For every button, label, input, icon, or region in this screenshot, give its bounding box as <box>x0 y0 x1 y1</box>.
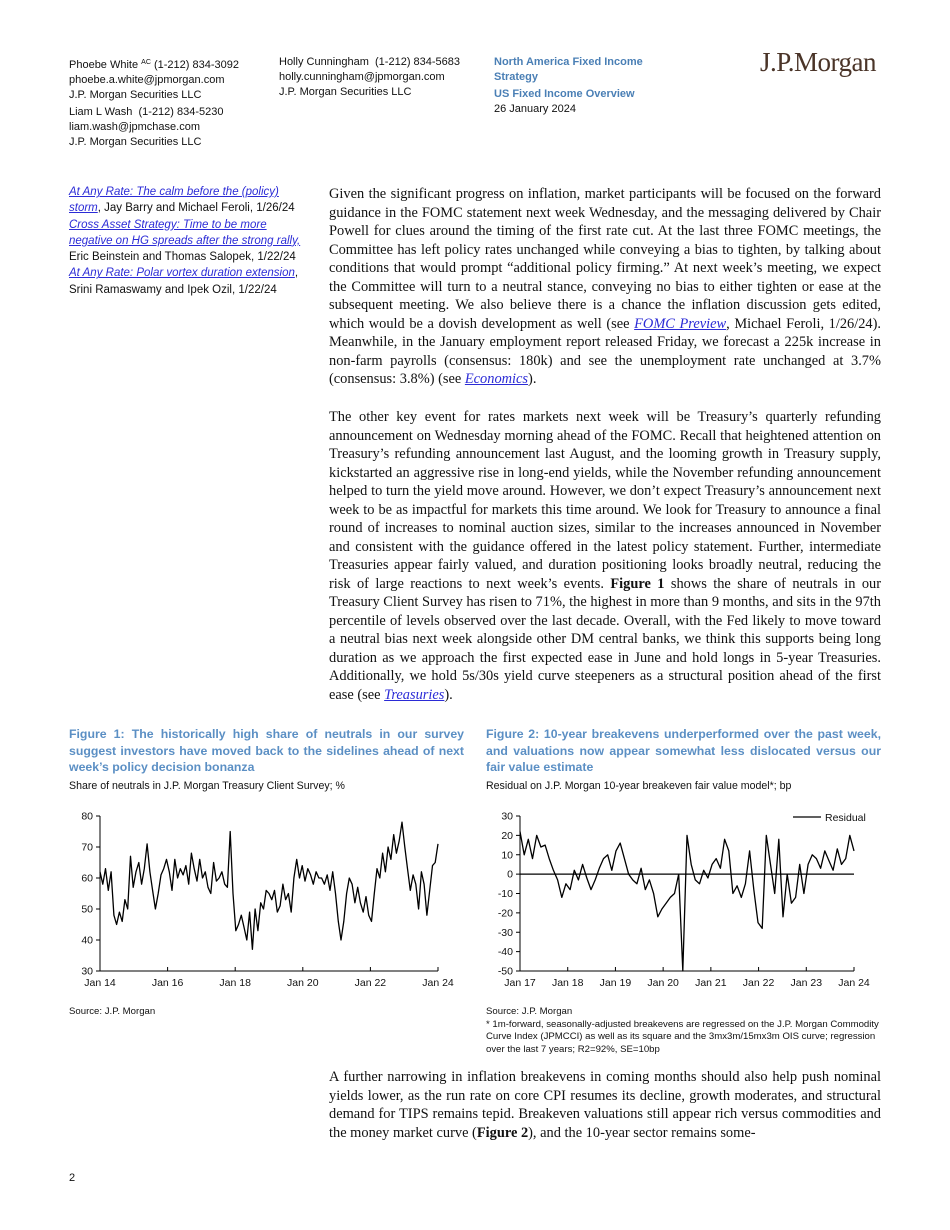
x-tick-label: Jan 21 <box>695 977 727 989</box>
figure-2-footnote: * 1m-forward, seasonally-adjusted breakevens are regressed on the J.P. Morgan Commodity Curve Index (JPMCCI) as well as its square and the 3mx3m/15mx3m OIS curve; regression over the last 7 years; R2=92%, SE=10bp <box>486 1018 879 1055</box>
figure-2-subtitle: Residual on J.P. Morgan 10-year breakeven fair value model*; bp <box>486 780 792 792</box>
paragraph-text: A further narrowing in inflation breakevens in coming months should also help push nominal yields lower, as the run rate on core CPI resumes its decline, growth moderates, and structural demand for TIPS remains tepid. Breakeven valuations still appear rich versus commodities and the money market curve ( <box>329 1069 881 1141</box>
y-tick-label: 0 <box>507 868 513 881</box>
x-tick-label: Jan 20 <box>647 977 679 989</box>
author-block-right <box>279 55 460 100</box>
figure-1-axes <box>81 811 454 990</box>
related-link[interactable]: At Any Rate: The calm before the (policy) storm <box>69 186 279 215</box>
author-2-email[interactable]: liam.wash@jpmchase.com <box>69 121 200 133</box>
y-tick-label: -30 <box>497 926 513 939</box>
division-title-cont: Strategy <box>494 71 539 83</box>
author-1-phone: (1-212) 834-3092 <box>153 59 239 71</box>
author-1-line <box>69 55 239 73</box>
figure-2-plot <box>483 805 893 995</box>
fomc-preview-link[interactable]: FOMC Preview <box>634 315 727 332</box>
body-paragraph-2 <box>329 408 881 704</box>
page-number: 2 <box>69 1172 76 1184</box>
economics-link[interactable]: Economics <box>464 371 529 387</box>
author-2-name: Liam L Wash <box>69 106 133 118</box>
report-date: 26 January 2024 <box>494 103 576 115</box>
paragraph-text: , Michael Feroli, 1/26/24). Meanwhile, in the January employment report released Friday, we forecast a 225k increase in non-farm payrolls (consensus: 180k) and see the unemployment rate unchanged at 3.7% (consensus: 3.8%) (see <box>329 315 881 387</box>
author-3-name: Holly Cunningham <box>279 56 369 68</box>
analyst-certification-mark: AC <box>141 59 151 66</box>
y-tick-label: 60 <box>81 872 93 885</box>
y-tick-label: 50 <box>81 903 93 916</box>
figure-1-chart <box>60 805 470 995</box>
related-item-meta: , Jay Barry and Michael Feroli, 1/26/24 <box>97 202 295 215</box>
paragraph-text: ). <box>528 371 537 387</box>
figure-reference: Figure 1 <box>610 575 665 592</box>
author-3-firm: J.P. Morgan Securities LLC <box>279 86 412 98</box>
x-tick-label: Jan 17 <box>504 977 536 989</box>
x-tick-label: Jan 22 <box>354 977 387 989</box>
y-tick-label: 30 <box>501 810 513 823</box>
figure-1-subtitle: Share of neutrals in J.P. Morgan Treasury Client Survey; % <box>69 780 345 792</box>
x-tick-label: Jan 22 <box>742 977 775 989</box>
figure-2-legend <box>793 812 866 824</box>
x-tick-label: Jan 23 <box>790 977 823 989</box>
figure-2-source-block <box>486 1006 886 1056</box>
related-item-meta: , Srini Ramaswamy and Ipek Ozil, 1/22/24 <box>69 267 299 296</box>
figure-2-series-line <box>520 832 854 972</box>
author-1-firm: J.P. Morgan Securities LLC <box>69 89 202 101</box>
x-tick-label: Jan 24 <box>838 977 870 989</box>
y-tick-label: 40 <box>81 934 93 947</box>
y-tick-label: 20 <box>501 829 513 842</box>
author-2-line <box>69 105 239 120</box>
y-tick-label: -40 <box>497 946 513 959</box>
figure-2-axes <box>498 811 870 990</box>
paragraph-text: ), and the 10-year sector remains some- <box>528 1124 756 1141</box>
document-meta <box>494 55 694 117</box>
y-tick-label: -10 <box>497 888 513 900</box>
figure-2-title: Figure 2: 10-year breakevens underperformed over the past week, and valuations now appear somewhat less dislocated versus our fair value estimate <box>486 727 881 774</box>
body-paragraph-3 <box>329 1068 881 1142</box>
related-item-meta: Eric Beinstein and Thomas Salopek, 1/22/24 <box>69 251 296 264</box>
paragraph-text: ). <box>444 686 453 703</box>
related-item <box>69 184 309 217</box>
x-tick-label: Jan 24 <box>422 977 454 989</box>
figure-2-chart <box>483 805 893 995</box>
x-tick-label: Jan 19 <box>599 977 632 989</box>
y-tick-label: -50 <box>497 965 513 978</box>
related-research-list <box>69 184 309 298</box>
y-tick-label: -20 <box>497 907 513 920</box>
x-tick-label: Jan 18 <box>551 977 584 989</box>
x-tick-label: Jan 18 <box>219 977 251 989</box>
figure-reference: Figure 2 <box>476 1124 529 1141</box>
x-tick-label: Jan 20 <box>287 977 319 989</box>
author-3-email[interactable]: holly.cunningham@jpmorgan.com <box>279 71 445 83</box>
author-2-phone: (1-212) 834-5230 <box>138 106 224 118</box>
related-link[interactable]: At Any Rate: Polar vortex duration extension <box>69 267 295 280</box>
figure-1-title: Figure 1: The historically high share of neutrals in our survey suggest investors have moved back to the sidelines ahead of next week’s policy decision bonanza <box>69 727 464 774</box>
author-3-line <box>279 55 460 70</box>
x-tick-label: Jan 14 <box>84 977 116 989</box>
legend-label: Residual <box>825 812 866 824</box>
report-title: US Fixed Income Overview <box>494 88 635 100</box>
jpmorgan-logo: J.P.Morgan <box>760 47 877 77</box>
x-tick-label: Jan 16 <box>151 977 184 989</box>
paragraph-text: Given the significant progress on inflation, market participants will be focused on the forward guidance in the FOMC statement next week Wednesday, and the messaging delivered by Chair Powell for clues around the timing of the first rate cut. At the last three FOMC meetings, the Committee has left policy rates unchanged while conveying a bias to tighten, by talking about conditions that would prompt “additional policy firming.” At next week’s meeting, we expect the Committee will turn to a neutral stance, conveying no bias to either tighten or ease at the subsequent meeting. We also believe there is a chance the inflation discussion gets edited, which would be a dovish development as well (see <box>329 186 881 332</box>
y-tick-label: 30 <box>81 965 93 978</box>
related-item <box>69 217 309 266</box>
y-tick-label: 10 <box>501 849 513 862</box>
paragraph-text: The other key event for rates markets next week will be Treasury’s quarterly refunding announcement on Wednesday morning ahead of the FOMC. Recall that heightened attention on Treasury’s refunding announcement last August, and the looming growth in Treasury supply, kickstarted an aggressive rise in long-end yields, while the November refunding announcement helped to turn the yield move around. However, we don’t expect Treasury’s announcement next week to be as impactful for markets this time around. We look for Treasury to announce a final round of increases to nominal auction sizes, similar to the increases announced in November and consistent with the guidance offered in the latest policy statement. Further, intermediate Treasuries appear fairly valued, and duration positioning looks broadly neutral, reducing the risk of large reactions to next week’s events. <box>329 409 881 592</box>
author-3-phone: (1-212) 834-5683 <box>375 56 461 68</box>
figure-1-plot <box>60 805 470 995</box>
paragraph-text: shows the share of neutrals in our Treasury Client Survey has risen to 71%, the highest in more than 9 months, and sits in the 97th percentile of levels observed over the last decade. Overall, with the Fed likely to move toward a neutral bias next week alongside other DM central banks, we think this supports being long duration as we approach the first expected ease in June and hold longs in 5-year Treasuries. Additionally, we hold 5s/30s yield curve steepeners as a structural position ahead of the first ease (see <box>329 575 882 703</box>
treasuries-link[interactable]: Treasuries <box>384 686 445 703</box>
division-title: North America Fixed Income <box>494 56 643 68</box>
related-item <box>69 265 309 298</box>
y-tick-label: 80 <box>81 810 93 823</box>
author-1-name: Phoebe White <box>69 59 139 71</box>
figure-1-series-line <box>100 822 438 949</box>
y-tick-label: 70 <box>81 841 93 854</box>
figure-1-source: Source: J.P. Morgan <box>69 1006 156 1017</box>
author-2-firm: J.P. Morgan Securities LLC <box>69 136 202 148</box>
figure-2-source: Source: J.P. Morgan <box>486 1006 573 1017</box>
author-1-email[interactable]: phoebe.a.white@jpmorgan.com <box>69 74 225 86</box>
author-block-left <box>69 55 239 150</box>
body-paragraph-1 <box>329 185 881 389</box>
related-link[interactable]: Cross Asset Strategy: Time to be more negative on HG spreads after the strong rally, <box>69 218 301 247</box>
